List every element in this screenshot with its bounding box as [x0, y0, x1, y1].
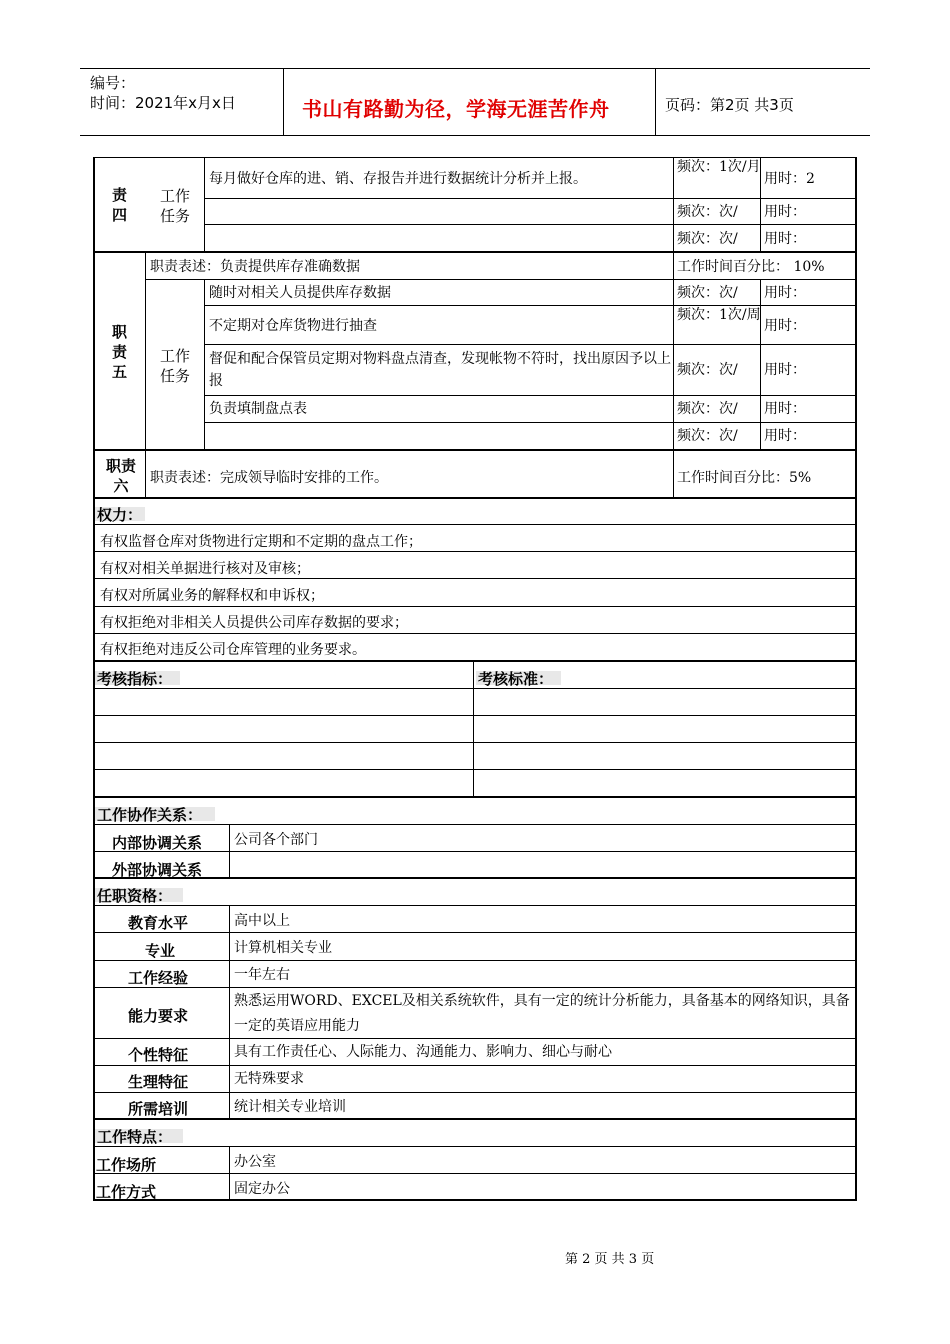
- duty5-bottom-line: [93, 449, 857, 451]
- qualification-bottom-line: [93, 1118, 857, 1120]
- qualification-training-label: 所需培训: [128, 1100, 189, 1118]
- features-col-line: [229, 1146, 230, 1200]
- header-top-line: [80, 68, 870, 69]
- qualification-col-line: [229, 905, 230, 1119]
- authority-item-1: 有权监督仓库对货物进行定期和不定期的盘点工作；: [100, 534, 422, 550]
- qualification-experience-value: 一年左右: [234, 967, 290, 983]
- assessment-line-2: [93, 715, 857, 716]
- duty4-task-1-time: 用时：2: [764, 171, 815, 187]
- features-place-label: 工作场所: [96, 1156, 157, 1174]
- duty4-task-2-time: 用时：: [764, 204, 806, 220]
- duty6-title-col-line: [145, 450, 146, 498]
- duty5-task-1-freq: 频次：次/: [677, 285, 738, 301]
- features-mode-label: 工作方式: [96, 1183, 157, 1201]
- duty5-title: 职责五: [112, 323, 128, 381]
- header-motto: 书山有路勤为径，学海无涯苦作舟: [302, 97, 610, 121]
- assessment-mid-line: [473, 661, 474, 797]
- assessment-indicator-title: 考核指标：: [97, 670, 173, 688]
- qualification-major-value: 计算机相关专业: [234, 940, 332, 956]
- duty5-task-2-time: 用时：: [764, 318, 806, 334]
- qualification-training-value: 统计相关专业培训: [234, 1099, 346, 1115]
- duty4-task-3-time: 用时：: [764, 231, 806, 247]
- duty4-row-line-1: [204, 198, 857, 199]
- duty5-task-4-freq: 频次：次/: [677, 401, 738, 417]
- cooperation-internal-value: 公司各个部门: [234, 832, 318, 848]
- duty5-task-3: 督促和配合保管员定期对物料盘点清查，发现帐物不符时，找出原因予以上报: [209, 351, 671, 389]
- table-right-border: [855, 157, 857, 1201]
- authority-item-4: 有权拒绝对非相关人员提供公司库存数据的要求；: [100, 615, 408, 631]
- duty4-bottom-line: [93, 251, 857, 253]
- duty5-row-line-3: [204, 395, 857, 396]
- features-place-value: 办公室: [234, 1154, 276, 1170]
- qualification-ability-label: 能力要求: [128, 1007, 189, 1025]
- duty4-task-1-freq: 频次：1次/月: [677, 159, 761, 175]
- duty5-task-3-time: 用时：: [764, 362, 806, 378]
- header-page-label: 页码：第2页 共3页: [665, 96, 794, 114]
- assessment-bottom-line: [93, 796, 857, 798]
- duty5-task-4-time: 用时：: [764, 401, 806, 417]
- features-line-2: [93, 1173, 857, 1174]
- assessment-standard-title: 考核标准：: [478, 670, 554, 688]
- authority-title: 权力：: [97, 506, 143, 524]
- features-mode-value: 固定办公: [234, 1181, 290, 1197]
- qualification-line-4: [93, 987, 857, 988]
- duty6-percent: 工作时间百分比：5%: [677, 470, 812, 486]
- header-divider-2: [655, 68, 656, 136]
- duty5-title-col-line: [145, 252, 146, 450]
- duty5-task-2-freq: 频次：1次/周: [677, 307, 761, 323]
- qualification-line-3: [93, 960, 857, 961]
- duty5-task-1-time: 用时：: [764, 285, 806, 301]
- cooperation-col-line: [229, 824, 230, 878]
- qualification-title: 任职资格：: [97, 887, 173, 905]
- duty5-task-5-time: 用时：: [764, 428, 806, 444]
- duty5-freq-col-line: [673, 252, 674, 450]
- duty4-freq-col-line: [673, 157, 674, 252]
- authority-line-3: [93, 606, 857, 607]
- assessment-line-1: [93, 688, 857, 689]
- assessment-line-3: [93, 742, 857, 743]
- qualification-major-label: 专业: [145, 942, 176, 960]
- duty4-task-col-line: [204, 157, 205, 252]
- cooperation-line-1: [93, 824, 857, 825]
- authority-bottom-line: [93, 660, 857, 662]
- qualification-personality-label: 个性特征: [128, 1046, 189, 1064]
- authority-item-5: 有权拒绝对违反公司仓库管理的业务要求。: [100, 642, 366, 658]
- header-bottom-line: [80, 135, 870, 136]
- page-footer: 第 2 页 共 3 页: [565, 1252, 655, 1267]
- qualification-education-label: 教育水平: [128, 914, 189, 932]
- duty5-task-4: 负责填制盘点表: [209, 401, 307, 417]
- qualification-line-1: [93, 905, 857, 906]
- duty4-task-1: 每月做好仓库的进、销、存报告并进行数据统计分析并上报。: [209, 171, 587, 187]
- cooperation-title: 工作协作关系：: [97, 806, 203, 824]
- qualification-line-7: [93, 1092, 857, 1093]
- duty5-row-line-2: [204, 344, 857, 345]
- features-title: 工作特点：: [97, 1128, 173, 1146]
- authority-item-3: 有权对所属业务的解释权和申诉权；: [100, 588, 324, 604]
- cooperation-external-label: 外部协调关系: [112, 861, 203, 879]
- header-divider-1: [283, 68, 284, 136]
- duty5-desc-bottom-line: [145, 279, 857, 280]
- duty5-task-5-freq: 频次：次/: [677, 428, 738, 444]
- authority-line-0: [93, 524, 857, 525]
- qualification-physical-value: 无特殊要求: [234, 1071, 304, 1087]
- qualification-line-6: [93, 1065, 857, 1066]
- duty5-percent: 工作时间百分比： 10%: [677, 259, 825, 275]
- qualification-line-2: [93, 932, 857, 933]
- duty4-task-3-freq: 频次：次/: [677, 231, 738, 247]
- assessment-line-4: [93, 769, 857, 770]
- qualification-ability-value: 熟悉运用WORD、EXCEL及相关系统软件，具有一定的统计分析能力，具备基本的网络知识，具备一定的英语应用能力: [234, 993, 850, 1034]
- duty6-percent-col-line: [673, 450, 674, 498]
- qualification-education-value: 高中以上: [234, 913, 290, 929]
- duty4-row-line-2: [204, 224, 857, 225]
- authority-item-2: 有权对相关单据进行核对及审核；: [100, 561, 310, 577]
- cooperation-line-2: [93, 851, 857, 852]
- header-number-label: 编号：: [90, 74, 136, 92]
- features-line-1: [93, 1146, 857, 1147]
- duty5-task-label: 工作任务: [160, 347, 191, 385]
- duty5-task-1: 随时对相关人员提供库存数据: [209, 285, 391, 301]
- duty6-title: 职责六: [105, 457, 136, 495]
- duty5-desc: 职责表述：负责提供库存准确数据: [150, 259, 360, 275]
- duty6-desc: 职责表述：完成领导临时安排的工作。: [150, 470, 388, 486]
- qualification-personality-value: 具有工作责任心、人际能力、沟通能力、影响力、细心与耐心: [234, 1044, 612, 1060]
- duty4-title: 责四: [112, 186, 128, 224]
- duty4-task-label: 工作任务: [160, 187, 191, 225]
- cooperation-internal-label: 内部协调关系: [112, 834, 203, 852]
- duty5-task-3-freq: 频次：次/: [677, 362, 738, 378]
- duty4-task-2-freq: 频次：次/: [677, 204, 738, 220]
- duty5-row-line-4: [204, 422, 857, 423]
- cooperation-bottom-line: [93, 877, 857, 879]
- features-bottom-line: [93, 1199, 857, 1201]
- authority-line-4: [93, 633, 857, 634]
- duty5-task-2: 不定期对仓库货物进行抽查: [209, 318, 377, 334]
- qualification-physical-label: 生理特征: [128, 1073, 189, 1091]
- duty6-bottom-line: [93, 497, 857, 499]
- qualification-experience-label: 工作经验: [128, 969, 189, 987]
- header-date-label: 时间：2021年x月x日: [90, 94, 236, 112]
